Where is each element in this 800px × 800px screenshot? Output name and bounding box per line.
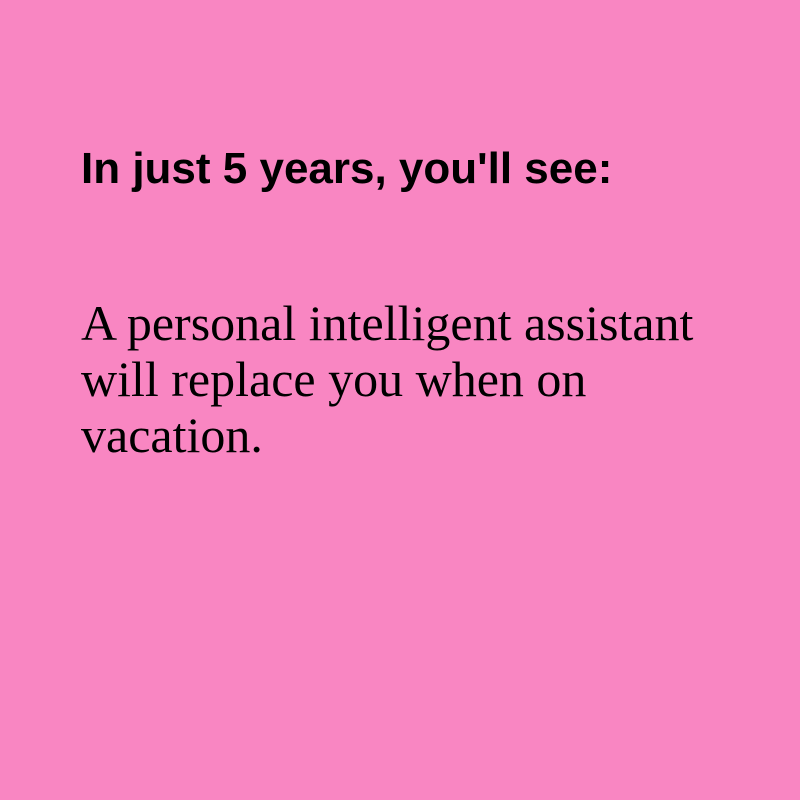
headline: In just 5 years, you'll see:: [81, 144, 613, 193]
prediction-text: A personal intelligent assistant will replace you when on vacation.: [81, 295, 694, 463]
